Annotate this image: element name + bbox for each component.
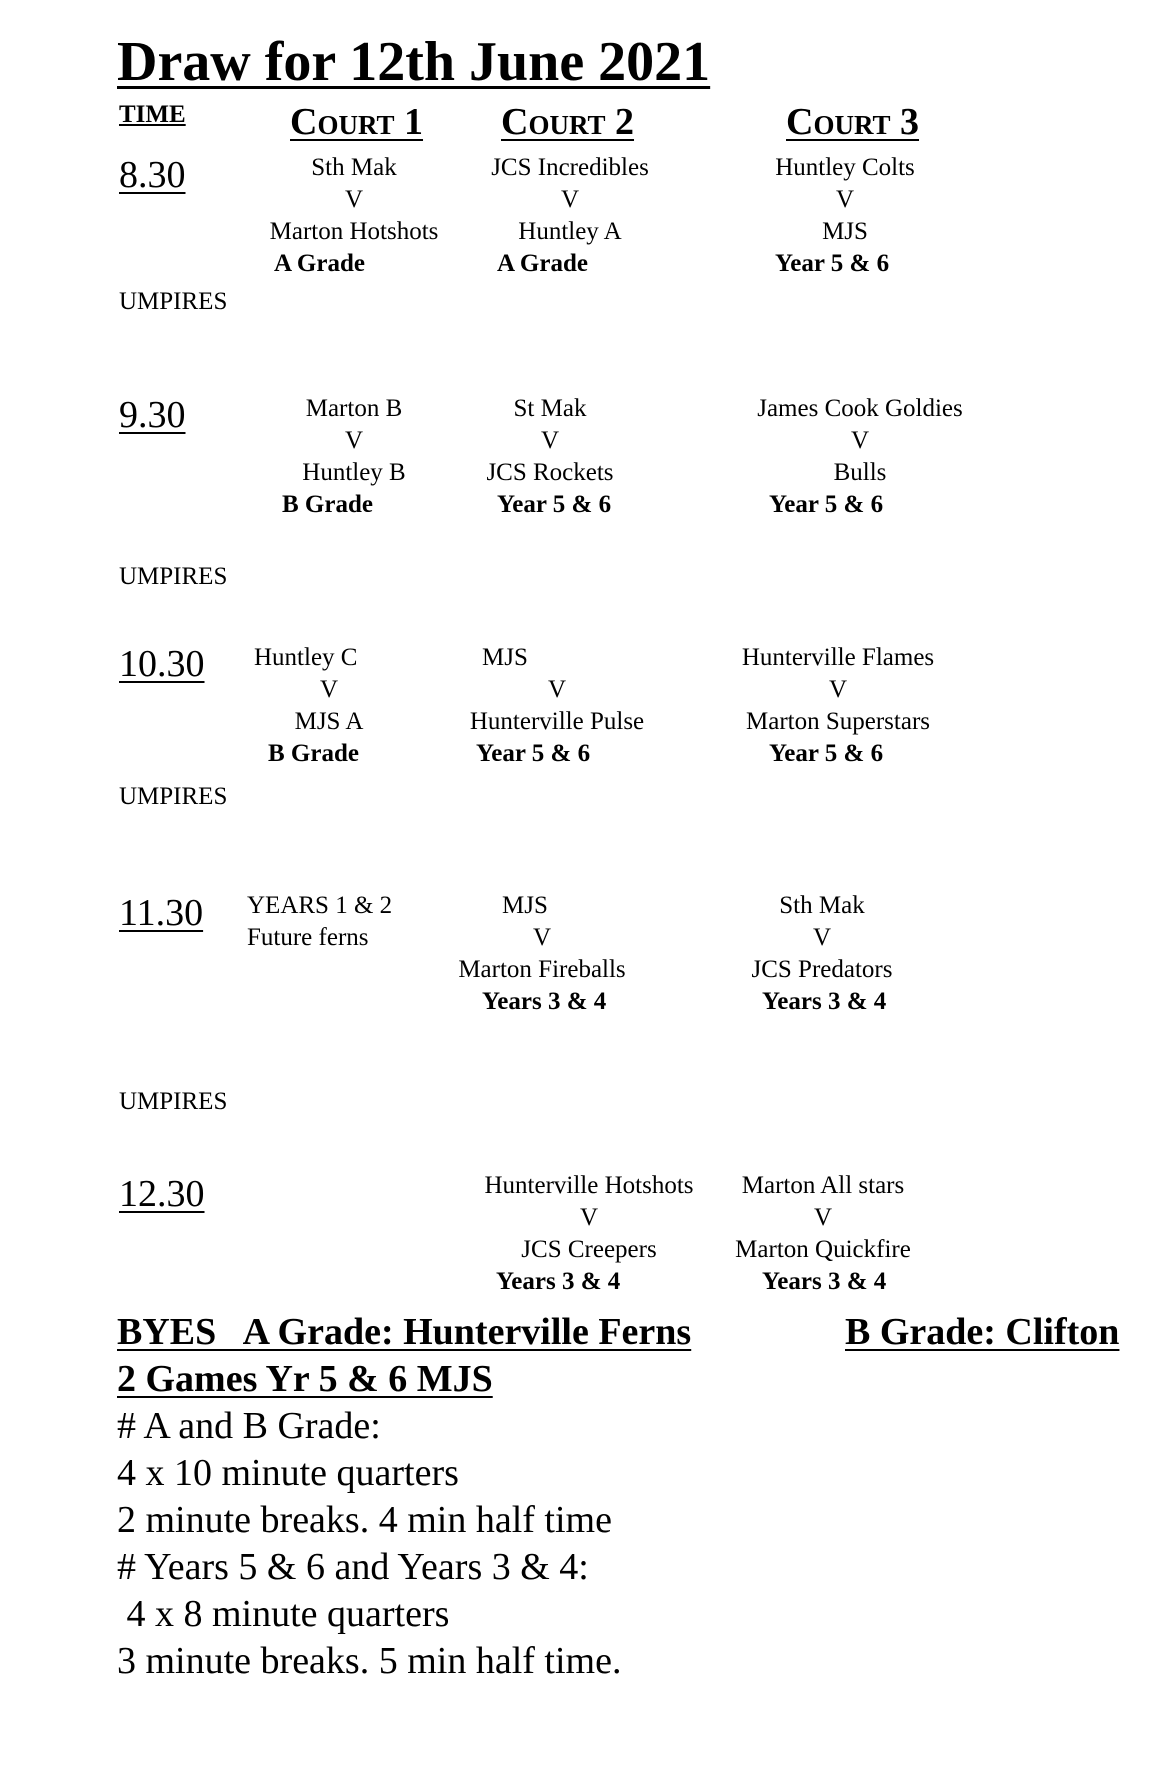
event-label: YEARS 1 & 2 — [247, 892, 393, 919]
game-slot2-court2 — [470, 393, 630, 521]
team-home: MJS — [482, 644, 528, 671]
team-away: JCS Predators — [751, 956, 893, 983]
versus: V — [547, 676, 567, 703]
game-slot1-court1 — [254, 152, 454, 280]
note-line: 2 minute breaks. 4 min half time — [117, 1499, 612, 1541]
court-1-heading: Court 1 — [290, 101, 424, 143]
court-2-heading: Court 2 — [501, 101, 635, 143]
grade-label: A Grade — [274, 250, 365, 277]
versus: V — [560, 186, 580, 213]
team-away: MJS A — [294, 708, 364, 735]
team-home: Sth Mak — [311, 154, 397, 181]
versus: V — [835, 186, 855, 213]
grade-label: B Grade — [268, 740, 359, 767]
team-home: Huntley Colts — [775, 154, 915, 181]
versus: V — [319, 676, 339, 703]
team-away: JCS Rockets — [486, 459, 614, 486]
team-home: MJS — [502, 892, 548, 919]
versus: V — [344, 427, 364, 454]
game-slot5-court2 — [474, 1170, 704, 1298]
game-slot3-court2 — [462, 642, 652, 770]
note-line: 4 x 10 minute quarters — [117, 1452, 459, 1494]
grade-label: Years 3 & 4 — [762, 988, 887, 1015]
team-away: Huntley B — [302, 459, 406, 486]
byes-a-grade: BYES A Grade: Hunterville Ferns — [117, 1311, 692, 1353]
time-slot-1030: 10.30 — [119, 643, 205, 685]
team-away: JCS Creepers — [521, 1236, 657, 1263]
grade-label: Years 3 & 4 — [482, 988, 607, 1015]
grade-label: Year 5 & 6 — [769, 740, 884, 767]
team-home: James Cook Goldies — [757, 395, 963, 422]
note-line: 4 x 8 minute quarters — [117, 1593, 450, 1635]
game-slot1-court3 — [745, 152, 945, 280]
time-column-label: TIME — [119, 101, 186, 128]
versus: V — [532, 924, 552, 951]
game-slot4-court3 — [742, 890, 902, 1018]
versus: V — [579, 1204, 599, 1231]
team-away: MJS — [822, 218, 868, 245]
team-away: Marton Superstars — [746, 708, 930, 735]
game-slot5-court3 — [727, 1170, 919, 1298]
game-slot1-court2 — [470, 152, 670, 280]
note-line: # Years 5 & 6 and Years 3 & 4: — [117, 1546, 589, 1588]
game-slot3-court3 — [733, 642, 943, 770]
time-slot-1130: 11.30 — [119, 892, 204, 934]
umpires-label: UMPIRES — [119, 563, 228, 590]
umpires-label: UMPIRES — [119, 783, 228, 810]
grade-label: B Grade — [282, 491, 373, 518]
note-line: # A and B Grade: — [117, 1405, 381, 1447]
note-line: 3 minute breaks. 5 min half time. — [117, 1640, 622, 1682]
team-home: Sth Mak — [779, 892, 865, 919]
versus: V — [850, 427, 870, 454]
versus: V — [344, 186, 364, 213]
team-home: Hunterville Flames — [741, 644, 935, 671]
versus: V — [828, 676, 848, 703]
umpires-label: UMPIRES — [119, 288, 228, 315]
game-slot4-court2 — [452, 890, 632, 1018]
game-slot4-court1 — [247, 890, 427, 954]
game-slot3-court1 — [254, 642, 404, 770]
grade-label: A Grade — [497, 250, 588, 277]
team-home: Huntley C — [254, 644, 358, 671]
grade-label: Year 5 & 6 — [775, 250, 890, 277]
team-away: Huntley A — [518, 218, 622, 245]
team-away: Marton Hotshots — [269, 218, 439, 245]
event-team: Future ferns — [247, 924, 369, 951]
team-home: Marton B — [305, 395, 403, 422]
time-slot-930: 9.30 — [119, 394, 186, 436]
team-away: Bulls — [833, 459, 887, 486]
team-away: Marton Fireballs — [458, 956, 626, 983]
game-slot2-court1 — [254, 393, 454, 521]
court-3-heading: Court 3 — [786, 101, 920, 143]
team-away: Hunterville Pulse — [469, 708, 645, 735]
game-slot2-court3 — [745, 393, 975, 521]
grade-label: Years 3 & 4 — [762, 1268, 887, 1295]
versus: V — [812, 924, 832, 951]
versus: V — [540, 427, 560, 454]
grade-label: Year 5 & 6 — [476, 740, 591, 767]
grade-label: Years 3 & 4 — [496, 1268, 621, 1295]
team-away: Marton Quickfire — [735, 1236, 911, 1263]
byes-b-grade: B Grade: Clifton — [845, 1311, 1120, 1353]
umpires-label: UMPIRES — [119, 1088, 228, 1115]
versus: V — [813, 1204, 833, 1231]
page-title: Draw for 12th June 2021 — [117, 31, 711, 93]
grade-label: Year 5 & 6 — [497, 491, 612, 518]
team-home: JCS Incredibles — [491, 154, 649, 181]
byes-note-games: 2 Games Yr 5 & 6 MJS — [117, 1358, 493, 1400]
grade-label: Year 5 & 6 — [769, 491, 884, 518]
time-slot-830: 8.30 — [119, 154, 186, 196]
team-home: Marton All stars — [741, 1172, 905, 1199]
team-home: Hunterville Hotshots — [484, 1172, 694, 1199]
time-slot-1230: 12.30 — [119, 1173, 205, 1215]
team-home: St Mak — [513, 395, 587, 422]
